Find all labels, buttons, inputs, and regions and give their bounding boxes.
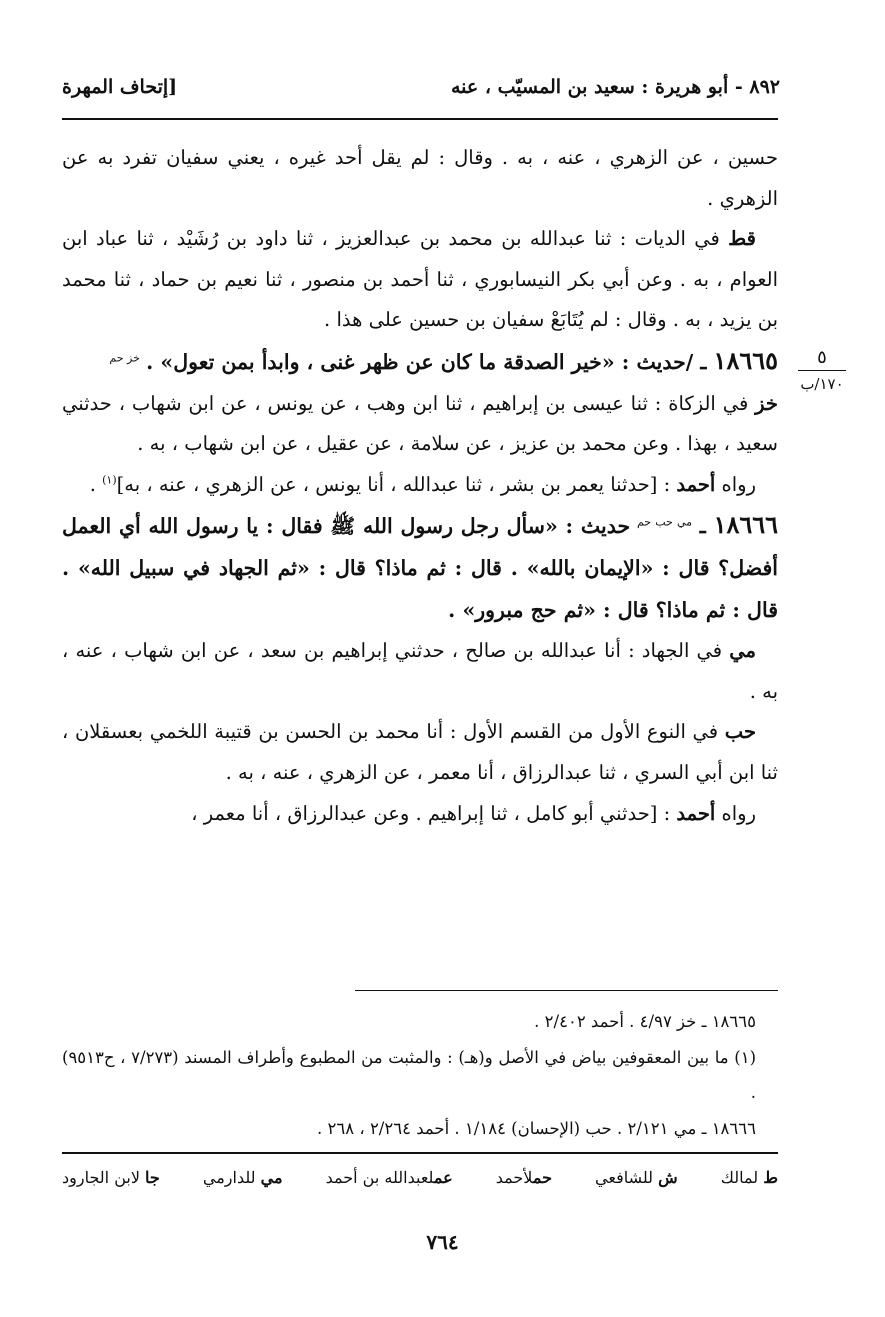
paragraph-5-text: في الجهاد : أنا عبدالله بن صالح ، حدثني إبراهيم بن سعد ، عن ابن شهاب ، عنه ، به . xyxy=(62,639,778,703)
footnote-marker: (١) xyxy=(102,473,117,487)
margin-mark: ٥ xyxy=(817,347,827,368)
running-header xyxy=(62,70,780,104)
paragraph-2 xyxy=(62,219,778,341)
hadith-heading: حديث : «سأل رجل رسول الله ﷺ فقال : يا رسول الله أي العمل أفضل؟ قال : «الإيمان بالله» . قال : ثم ماذا؟ قال : «ثم الجهاد في سبيل الله» . قال : ثم ماذا؟ قال : «ثم حج مبرور» . xyxy=(62,514,778,622)
paragraph-2-text: في الديات : ثنا عبدالله بن محمد بن عبدالعزيز ، ثنا داود بن رُشَيْد ، ثنا عباد ابن العوام ، به . وعن أبي بكر النيسابوري ، ثنا أحمد بن منصور ، ثنا نعيم بن حماد ، ثنا محمد بن يزيد ، به . وقال : لم يُتَابَعْ سفيان بن حسين على هذا . xyxy=(62,227,778,332)
paragraph-4-end: . xyxy=(89,472,103,496)
paragraph-1-text: حسين ، عن الزهري ، عنه ، به . وقال : لم يقل أحد غيره ، يعني سفيان تفرد به عن الزهري . xyxy=(62,146,778,210)
paragraph-3 xyxy=(62,384,778,465)
paragraph-5 xyxy=(62,631,778,712)
legend-item-shafii: ش للشافعي xyxy=(595,1168,678,1187)
source-abbr-mi: مي xyxy=(729,639,756,663)
hadith-separator: ـ / xyxy=(685,349,714,374)
legend-item-darimi: مي للدارمي xyxy=(202,1168,283,1187)
abbreviation-legend xyxy=(62,1168,778,1187)
legend-item-ahmad: حملأحمد xyxy=(495,1168,552,1187)
footnote-rule xyxy=(355,990,778,991)
hadith-18665 xyxy=(62,341,778,384)
paragraph-4-text: : [حدثنا يعمر بن بشر ، ثنا عبدالله ، أنا يونس ، عن الزهري ، عنه ، به] xyxy=(116,472,677,496)
hadith-18666 xyxy=(62,505,778,631)
paragraph-6 xyxy=(62,712,778,793)
margin-folio-ref: ١٧٠/ب xyxy=(800,375,844,393)
footnotes xyxy=(62,1004,778,1146)
source-name-ahmad: أحمد xyxy=(676,472,716,496)
legend-item-malik: ط لمالك xyxy=(720,1168,778,1187)
legend-item-abdullah: عملعبدالله بن أحمد xyxy=(325,1168,453,1187)
header-chapter-title: ٨٩٢ - أبو هريرة : سعيد بن المسيّب ، عنه xyxy=(451,76,780,98)
header-rule xyxy=(62,118,778,120)
hadith-heading: حديث : «خير الصدقة ما كان عن ظهر غنى ، وابدأ بمن تعول» . xyxy=(146,349,686,374)
margin-divider xyxy=(798,370,846,371)
footnote-18665: ١٨٦٦٥ ـ خز ٤/٩٧ . أحمد ٢/٤٠٢ . xyxy=(534,1012,756,1031)
paragraph-7-prefix: رواه xyxy=(715,801,756,825)
hadith-separator: ـ xyxy=(692,514,714,539)
hadith-sources-superscript: مي حب حم xyxy=(636,515,693,529)
paragraph-7-text: : [حدثني أبو كامل ، ثنا إبراهيم . وعن عبدالرزاق ، أنا معمر ، xyxy=(191,801,677,825)
source-abbr-khz: خز xyxy=(755,391,778,415)
page-number: ٧٦٤ xyxy=(426,1230,459,1254)
hadith-number: ١٨٦٦٦ xyxy=(713,510,779,540)
source-abbr-qt: قط xyxy=(728,227,756,251)
margin-manuscript-ref xyxy=(792,348,852,393)
main-text xyxy=(62,138,778,834)
footnote-1: (١) ما بين المعقوفين بياض في الأصل و(هـ) : والمثبت من المطبوع وأطراف المسند (٧/٢٧٣ ، ح٩٥١٣) . xyxy=(62,1047,757,1102)
paragraph-6-text: في النوع الأول من القسم الأول : أنا محمد بن الحسن بن قتيبة اللخمي بعسقلان ، ثنا ابن أبي السري ، ثنا عبدالرزاق ، أنا معمر ، عن الزهري ، عنه ، به . xyxy=(62,720,778,784)
paragraph-1 xyxy=(62,138,778,219)
legend-item-ibn-jarud: جا لابن الجارود xyxy=(62,1168,160,1187)
paragraph-3-text: في الزكاة : ثنا عيسى بن إبراهيم ، ثنا ابن وهب ، عن يونس ، عن ابن شهاب ، حدثني سعيد ، بهذا . وعن محمد بن عزيز ، عن سلامة ، عن عقيل ، عن ابن شهاب ، به . xyxy=(62,391,778,456)
paragraph-4 xyxy=(62,465,778,506)
source-abbr-hb: حب xyxy=(724,720,756,744)
paragraph-4-prefix: رواه xyxy=(715,472,756,496)
hadith-sources-superscript: خز حم xyxy=(109,351,140,365)
footnote-18666: ١٨٦٦٦ ـ مي ٢/١٢١ . حب (الإحسان) ١/١٨٤ . أحمد ٢/٢٦٤ ، ٢٦٨ . xyxy=(317,1118,756,1138)
source-name-ahmad: أحمد xyxy=(676,801,716,825)
header-book-title: [إتحاف المهرة xyxy=(62,76,178,98)
paragraph-7 xyxy=(62,794,778,835)
hadith-number: ١٨٦٦٥ xyxy=(713,345,778,375)
legend-rule xyxy=(62,1152,778,1154)
